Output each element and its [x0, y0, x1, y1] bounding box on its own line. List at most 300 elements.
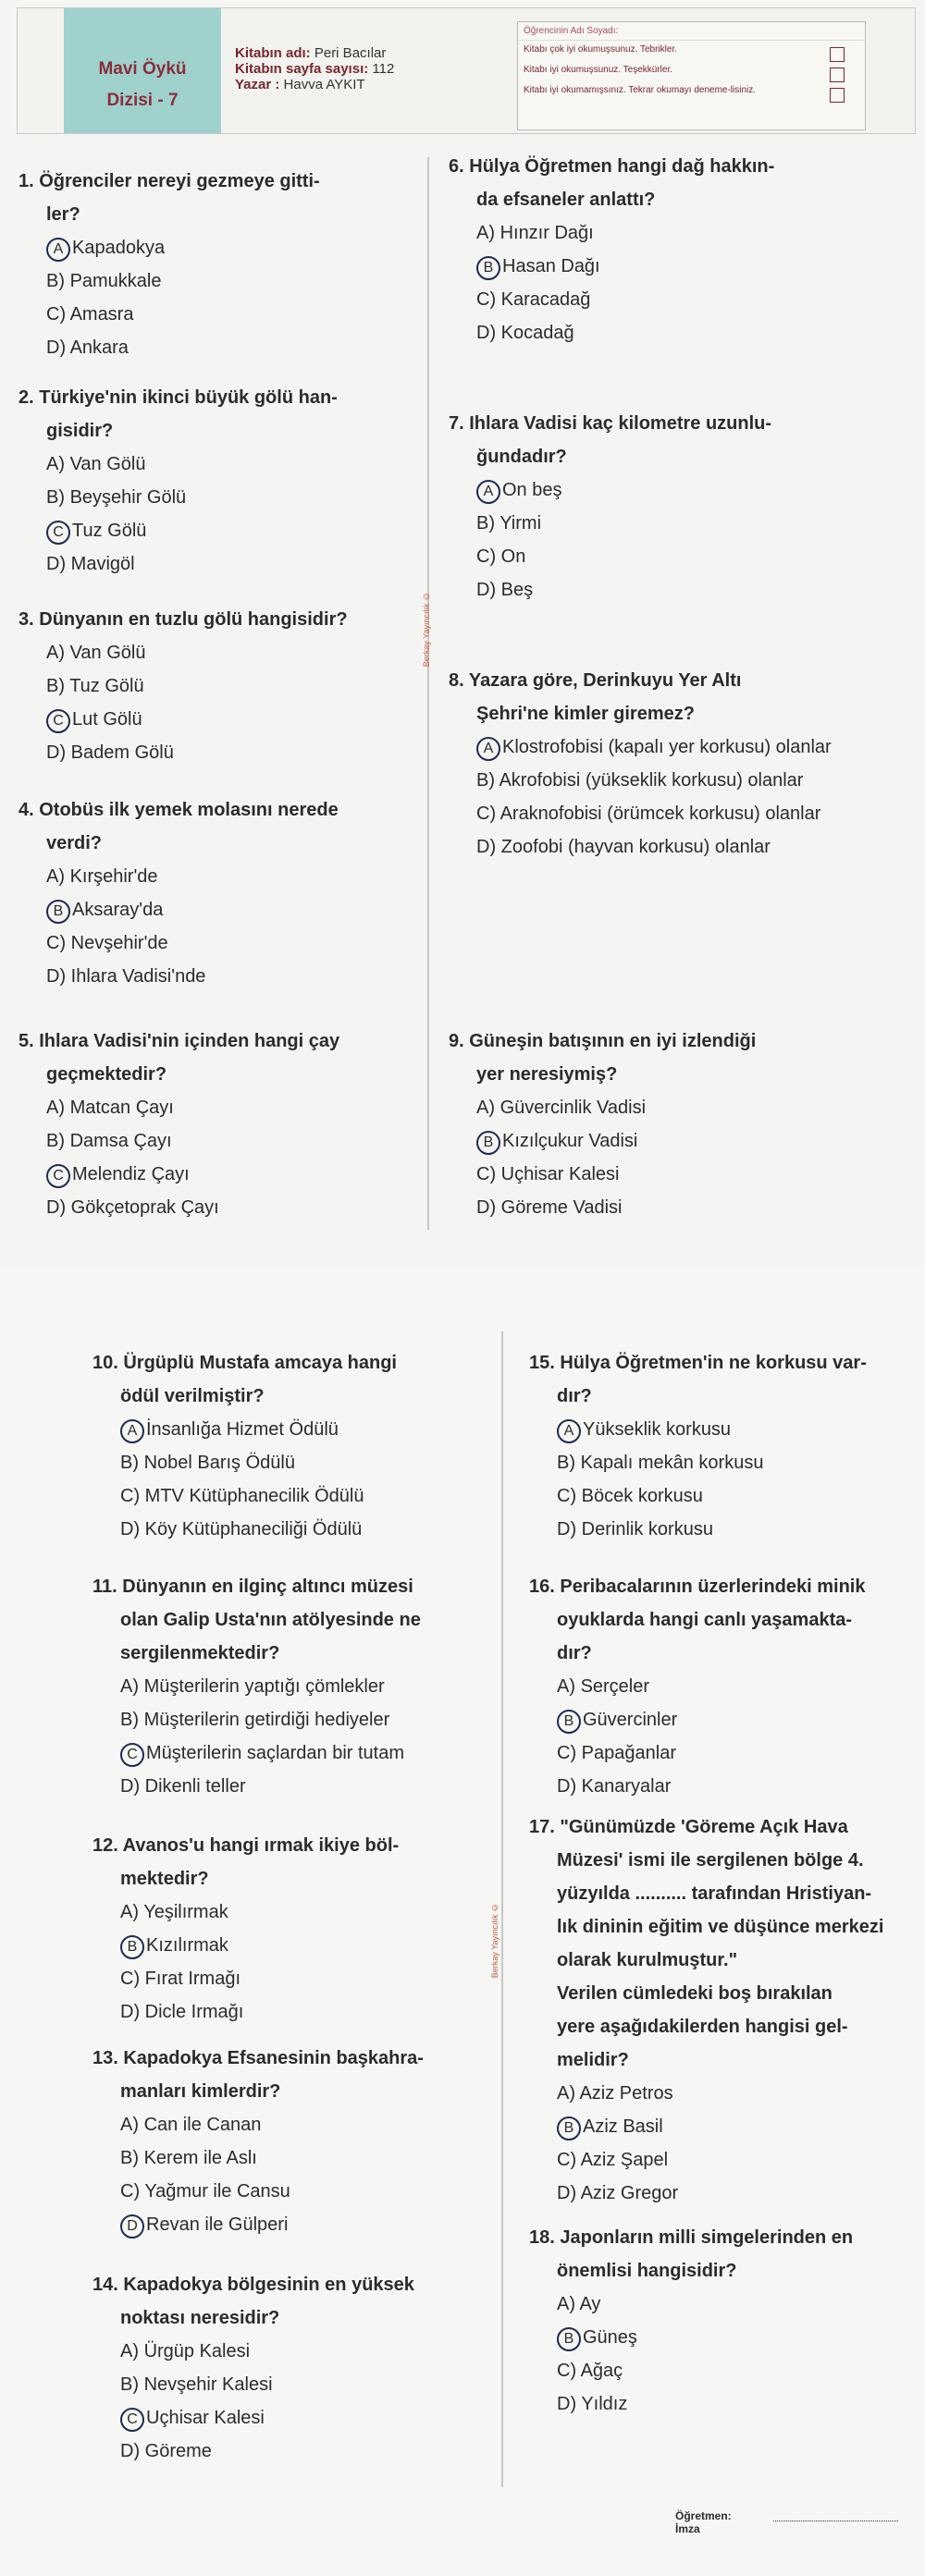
question-stem-line: önemlisi hangisidir?: [557, 2261, 737, 2281]
option-letter: C): [120, 2181, 145, 2202]
option-letter: D): [46, 554, 71, 574]
answer-option[interactable]: [120, 1895, 481, 1929]
question-stem-line: yer neresiymiş?: [476, 1064, 618, 1085]
question-stem: [92, 2042, 481, 2108]
option-letter: B): [557, 1453, 581, 1473]
question-stem-first-line: [92, 1829, 481, 1862]
option-letter: B): [46, 487, 70, 508]
question-block: [18, 1024, 407, 1224]
answer-option[interactable]: [46, 703, 407, 736]
question-stem: [92, 1829, 481, 1895]
option-text: Badem Gölü: [70, 742, 174, 763]
series-tab: [64, 8, 221, 133]
option-letter: D): [120, 2002, 145, 2022]
option-text: Nevşehir'de: [70, 933, 168, 953]
answer-option[interactable]: [557, 2321, 918, 2354]
question-stem-line: lık dininin eğitim ve düşünce merkezi: [557, 1917, 884, 1937]
option-text: MTV Kütüphanecilik Ödülü: [144, 1486, 364, 1506]
answer-option[interactable]: [120, 1962, 481, 1995]
feedback-checkbox[interactable]: [830, 88, 845, 103]
answer-option[interactable]: [476, 507, 865, 540]
question-stem-line: manları kimlerdir?: [120, 2081, 281, 2102]
option-text: Göreme: [144, 2441, 212, 2461]
option-text: On beş: [502, 480, 562, 500]
student-box: [517, 21, 866, 130]
question-text: Kapadokya bölgesinin en yüksek: [123, 2275, 414, 2295]
answer-option[interactable]: [120, 2208, 481, 2241]
option-text: Klostrofobisi (kapalı yer korkusu) olanlar: [502, 737, 832, 757]
question-stem-first-line: [18, 603, 407, 636]
answer-option[interactable]: [476, 1124, 865, 1158]
question-stem-first-line: [18, 1024, 407, 1058]
question-text: Ihlara Vadisi kaç kilometre uzunlu-: [469, 413, 772, 434]
option-text: Kapalı mekân korkusu: [580, 1453, 764, 1473]
answer-option[interactable]: [476, 797, 865, 830]
option-letter: A): [557, 1676, 581, 1697]
option-text: Serçeler: [580, 1676, 650, 1697]
answer-option[interactable]: [476, 1191, 865, 1224]
option-letter: C): [557, 1486, 582, 1506]
option-text: Ürgüp Kalesi: [143, 2341, 251, 2361]
question-stem-line: olarak kurulmuştur.": [557, 1950, 738, 1970]
question-number: 17.: [529, 1817, 561, 1837]
option-letter: A: [557, 1419, 581, 1443]
question-text: Hülya Öğretmen hangi dağ hakkın-: [469, 156, 775, 177]
option-text: Nevşehir Kalesi: [143, 2374, 273, 2395]
series-number: Dizisi - 7: [106, 91, 179, 110]
option-text: Pamukkale: [69, 271, 162, 291]
question-number: 2.: [18, 387, 40, 408]
question-stem-first-line: [529, 1570, 918, 1603]
question-stem: [92, 2268, 481, 2335]
publisher-mark: Berkay Yayıncılık ©: [422, 592, 431, 668]
answer-option[interactable]: [46, 547, 407, 581]
option-letter: B: [120, 1935, 144, 1959]
option-text: Fırat Irmağı: [144, 1969, 241, 1989]
option-letter: D): [557, 1519, 582, 1539]
question-block: [92, 1829, 481, 2029]
answer-option[interactable]: [120, 2435, 481, 2468]
question-stem: [18, 1024, 407, 1091]
option-text: Yağmur ile Cansu: [144, 2181, 290, 2202]
worksheet-page-2: [0, 1265, 925, 2576]
question-text: Yazara göre, Derinkuyu Yer Altı: [468, 670, 742, 691]
worksheet-header: [17, 7, 916, 134]
question-block: [92, 2268, 481, 2468]
answer-option[interactable]: [120, 1413, 481, 1446]
question-text: Hülya Öğretmen'in ne korkusu var-: [560, 1353, 867, 1373]
question-stem-first-line: [529, 2221, 918, 2254]
option-letter: D): [46, 337, 70, 358]
option-text: Karacadağ: [500, 289, 591, 310]
answer-option[interactable]: [476, 216, 865, 250]
feedback-checkbox[interactable]: [830, 47, 845, 62]
question-stem-first-line: [449, 150, 865, 183]
option-text: Kızılçukur Vadisi: [502, 1131, 638, 1151]
question-text: Avanos'u hangi ırmak ikiye böl-: [122, 1835, 400, 1856]
worksheet-page-1: [0, 0, 925, 1265]
option-text: Ankara: [69, 337, 129, 358]
option-text: Kanaryalar: [581, 1776, 672, 1797]
feedback-line: Kitabı iyi okumamışsınız. Tekrar okumayı deneme-lisiniz.: [524, 85, 757, 95]
answer-option[interactable]: [557, 1770, 918, 1803]
option-text: Gökçetoprak Çayı: [70, 1197, 219, 1218]
option-text: Papağanlar: [581, 1743, 676, 1763]
option-text: Tuz Gölü: [69, 676, 144, 696]
option-letter: A): [120, 2341, 144, 2361]
option-text: Müşterilerin getirdiği hediyeler: [143, 1710, 390, 1730]
option-letter: A): [120, 2115, 144, 2135]
question-block: [529, 1346, 918, 1546]
question-block: [18, 603, 407, 769]
option-text: Köy Kütüphaneciliği Ödülü: [144, 1519, 363, 1539]
option-text: Dikenli teller: [144, 1776, 246, 1797]
option-letter: C): [476, 289, 501, 310]
question-number: 5.: [18, 1031, 40, 1051]
option-text: Can ile Canan: [143, 2115, 262, 2135]
answer-option[interactable]: [476, 830, 865, 864]
question-block: [18, 793, 407, 993]
pages-label: Kitabın sayfa sayısı:: [235, 61, 369, 77]
answer-option[interactable]: [476, 1091, 865, 1124]
answer-option[interactable]: [476, 540, 865, 573]
option-text: Kerem ile Aslı: [143, 2148, 257, 2168]
answer-option[interactable]: [46, 860, 407, 893]
question-stem-line: oyuklarda hangi canlı yaşamakta-: [557, 1610, 853, 1630]
option-letter: C: [120, 2408, 144, 2432]
answer-option[interactable]: [557, 1513, 918, 1546]
answer-option[interactable]: [46, 298, 407, 331]
option-text: Yıldız: [581, 2394, 628, 2414]
option-text: Ay: [579, 2294, 601, 2314]
question-stem-first-line: [92, 1346, 481, 1380]
book-name-label: Kitabın adı:: [235, 45, 311, 61]
option-text: Araknofobisi (örümcek korkusu) olanlar: [500, 803, 821, 824]
answer-option[interactable]: [46, 481, 407, 514]
answer-option[interactable]: [46, 448, 407, 481]
question-stem: [449, 664, 865, 730]
option-letter: C: [46, 521, 70, 545]
question-stem-line: verdi?: [46, 833, 103, 853]
option-text: Revan ile Gülperi: [146, 2214, 289, 2235]
question-stem-line: olan Galip Usta'nın atölyesinde ne: [120, 1610, 421, 1630]
author-label: Yazar :: [235, 77, 280, 92]
option-letter: D): [476, 580, 501, 600]
answer-option[interactable]: [46, 960, 407, 993]
option-text: Amasra: [69, 304, 134, 325]
option-letter: B: [557, 2116, 581, 2141]
option-letter: C): [476, 1164, 501, 1184]
option-letter: B: [476, 1131, 500, 1155]
question-block: [449, 150, 865, 350]
option-letter: D): [120, 1519, 145, 1539]
question-stem: [18, 165, 407, 231]
question-stem-line: sergilenmektedir?: [120, 1643, 280, 1663]
answer-option[interactable]: [120, 2175, 481, 2208]
feedback-line: Kitabı iyi okumuşsunuz. Teşekkürler.: [524, 65, 673, 75]
answer-option[interactable]: [557, 2110, 918, 2143]
question-number: 12.: [92, 1835, 123, 1856]
option-letter: A): [476, 223, 500, 243]
option-letter: D: [120, 2214, 144, 2239]
answer-option[interactable]: [120, 1736, 481, 1770]
question-number: 18.: [529, 2227, 561, 2248]
option-letter: B): [46, 271, 70, 291]
option-text: Derinlik korkusu: [581, 1519, 713, 1539]
question-text: Japonların milli simgelerinden en: [560, 2227, 854, 2248]
column-divider: [501, 1331, 503, 2487]
option-letter: A: [476, 480, 500, 504]
answer-option[interactable]: [120, 1929, 481, 1962]
answer-option[interactable]: [557, 1446, 918, 1479]
option-letter: A): [46, 866, 70, 887]
option-letter: A): [46, 643, 70, 663]
question-stem-first-line: [92, 2042, 481, 2075]
option-letter: C): [557, 2150, 581, 2170]
series-name: Mavi Öykü: [98, 59, 187, 79]
question-block: [18, 381, 407, 581]
question-block: [529, 1810, 918, 2210]
answer-option[interactable]: [46, 231, 407, 264]
question-stem-first-line: [18, 793, 407, 827]
answer-option[interactable]: [557, 2354, 918, 2387]
question-stem-line: yere aşağıdakilerden hangisi gel-: [557, 2017, 848, 2037]
feedback-checkbox[interactable]: [830, 67, 845, 82]
author-name: Havva AYKIT: [283, 77, 365, 92]
answer-option[interactable]: [46, 1191, 407, 1224]
answer-option[interactable]: [120, 1446, 481, 1479]
question-stem-first-line: [18, 165, 407, 198]
option-text: Aziz Basil: [583, 2116, 663, 2137]
option-letter: A: [476, 737, 500, 761]
option-text: Müşterilerin saçlardan bir tutam: [146, 1743, 404, 1763]
book-name: Peri Bacılar: [314, 45, 387, 61]
question-number: 8.: [449, 670, 469, 691]
option-letter: C): [120, 1969, 145, 1989]
answer-option[interactable]: [120, 1479, 481, 1513]
question-stem: [92, 1570, 481, 1670]
option-letter: A): [557, 2294, 580, 2314]
option-letter: D): [46, 1197, 71, 1218]
option-letter: B: [557, 2327, 581, 2351]
answer-option[interactable]: [46, 1124, 407, 1158]
option-text: Uçhisar Kalesi: [500, 1164, 620, 1184]
option-letter: D): [120, 2441, 145, 2461]
question-number: 13.: [92, 2048, 124, 2068]
teacher-label: Öğretmen:: [675, 2509, 732, 2522]
publisher-mark: Berkay Yayıncılık ©: [490, 1903, 500, 1979]
question-stem: [18, 603, 407, 636]
option-text: Ağaç: [580, 2361, 623, 2381]
answer-option[interactable]: [120, 2401, 481, 2435]
option-letter: C: [46, 709, 70, 733]
option-text: Beş: [500, 580, 534, 600]
answer-option[interactable]: [557, 2387, 918, 2421]
answer-option[interactable]: [476, 316, 865, 350]
option-letter: D): [557, 2394, 582, 2414]
answer-option[interactable]: [557, 1479, 918, 1513]
question-text: Ürgüplü Mustafa amcaya hangi: [123, 1353, 397, 1373]
answer-option[interactable]: [557, 1736, 918, 1770]
answer-option[interactable]: [557, 1413, 918, 1446]
question-stem: [92, 1346, 481, 1413]
teacher-signature-block: [675, 2509, 732, 2535]
answer-option[interactable]: [476, 730, 865, 764]
question-stem-first-line: [449, 664, 865, 697]
option-text: Ihlara Vadisi'nde: [70, 966, 206, 987]
question-text: Peribacalarının üzerlerindeki minik: [560, 1576, 866, 1597]
question-stem-first-line: [529, 1810, 918, 1844]
answer-option[interactable]: [557, 1703, 918, 1736]
option-text: Aziz Şapel: [580, 2150, 669, 2170]
answer-option[interactable]: [476, 1158, 865, 1191]
option-text: Hınzır Dağı: [500, 223, 594, 243]
question-text: Otobüs ilk yemek molasını nerede: [39, 800, 339, 820]
answer-option[interactable]: [476, 250, 865, 283]
option-letter: A): [120, 1676, 144, 1697]
question-number: 16.: [529, 1576, 561, 1597]
answer-option[interactable]: [120, 2335, 481, 2368]
answer-option[interactable]: [46, 893, 407, 926]
option-letter: B): [120, 2148, 144, 2168]
answer-option[interactable]: [120, 1703, 481, 1736]
answer-option[interactable]: [120, 1513, 481, 1546]
option-text: Yükseklik korkusu: [583, 1419, 732, 1440]
question-stem-first-line: [92, 2268, 481, 2301]
option-text: Kapadokya: [72, 238, 166, 258]
question-text: Türkiye'nin ikinci büyük gölü han-: [39, 387, 338, 408]
option-letter: D): [476, 323, 501, 343]
answer-option[interactable]: [476, 573, 865, 607]
question-text: Güneşin batışının en iyi izlendiği: [469, 1031, 757, 1051]
answer-option[interactable]: [46, 264, 407, 298]
question-number: 10.: [92, 1353, 124, 1373]
option-letter: B: [476, 256, 500, 280]
question-number: 7.: [449, 413, 470, 434]
question-stem-first-line: [449, 407, 865, 440]
question-stem: [18, 793, 407, 860]
option-letter: B): [120, 2374, 144, 2395]
option-letter: B): [476, 770, 500, 791]
answer-option[interactable]: [120, 2368, 481, 2401]
answer-option[interactable]: [557, 2077, 918, 2110]
answer-option[interactable]: [476, 283, 865, 316]
answer-option[interactable]: [557, 2143, 918, 2177]
answer-option[interactable]: [46, 1091, 407, 1124]
option-text: Kızılırmak: [146, 1935, 228, 1956]
option-text: Akrofobisi (yükseklik korkusu) olanlar: [499, 770, 804, 791]
question-stem: [449, 1024, 865, 1091]
question-stem: [449, 407, 865, 473]
option-text: Melendiz Çayı: [72, 1164, 190, 1184]
answer-option[interactable]: [557, 2288, 918, 2321]
answer-option[interactable]: [120, 1770, 481, 1803]
option-text: Yeşilırmak: [143, 1902, 228, 1922]
answer-option[interactable]: [557, 1670, 918, 1703]
option-letter: D): [476, 837, 501, 857]
question-block: [449, 664, 865, 864]
option-letter: B: [557, 1710, 581, 1734]
question-stem-line: ğundadır?: [476, 447, 567, 467]
answer-option[interactable]: [120, 1670, 481, 1703]
answer-option[interactable]: [46, 926, 407, 960]
option-text: Tuz Gölü: [72, 521, 147, 541]
answer-option[interactable]: [476, 764, 865, 797]
option-text: Aziz Gregor: [580, 2183, 679, 2203]
option-text: Hasan Dağı: [502, 256, 600, 276]
option-text: Van Gölü: [69, 454, 146, 474]
question-stem: [449, 150, 865, 216]
feedback-checkboxes: [830, 47, 845, 108]
question-stem: [529, 2221, 918, 2288]
question-stem: [18, 381, 407, 448]
option-text: Beyşehir Gölü: [69, 487, 187, 508]
option-text: Zoofobi (hayvan korkusu) olanlar: [500, 837, 771, 857]
option-text: Müşterilerin yaptığı çömlekler: [143, 1676, 385, 1697]
option-letter: D): [557, 1776, 582, 1797]
option-letter: C): [476, 546, 501, 567]
option-text: Kırşehir'de: [69, 866, 158, 887]
student-name-label: Öğrencinin Adı Soyadı:: [518, 22, 865, 41]
option-letter: A): [46, 454, 70, 474]
option-text: Güvercinlik Vadisi: [500, 1098, 647, 1118]
answer-option[interactable]: [120, 1995, 481, 2029]
question-stem-line: ödül verilmiştir?: [120, 1386, 265, 1406]
option-text: Uçhisar Kalesi: [146, 2408, 265, 2428]
option-letter: A): [557, 2083, 580, 2104]
answer-option[interactable]: [46, 1158, 407, 1191]
option-letter: B): [46, 676, 70, 696]
question-number: 6.: [449, 156, 470, 177]
question-number: 15.: [529, 1353, 561, 1373]
answer-option[interactable]: [557, 2177, 918, 2210]
question-text: Dünyanın en ilginç altıncı müzesi: [122, 1576, 413, 1597]
question-stem-line: mektedir?: [120, 1869, 209, 1889]
question-stem-line: dır?: [557, 1643, 592, 1663]
question-number: 4.: [18, 800, 40, 820]
answer-option[interactable]: [46, 736, 407, 769]
answer-option[interactable]: [46, 669, 407, 703]
question-stem-line: Verilen cümledeki boş bırakılan: [557, 1983, 832, 2004]
question-stem-line: yüzyılda .......... tarafından Hristiyan-: [557, 1883, 872, 1904]
option-letter: B): [120, 1710, 144, 1730]
question-number: 3.: [18, 609, 40, 630]
option-letter: D): [46, 742, 71, 763]
column-divider: [427, 157, 429, 1230]
answer-option[interactable]: [46, 331, 407, 364]
feedback-line: Kitabı çok iyi okumuşsunuz. Tebrikler.: [524, 44, 678, 55]
option-letter: C: [46, 1164, 70, 1188]
option-text: Göreme Vadisi: [500, 1197, 623, 1218]
option-letter: A: [120, 1419, 144, 1443]
question-stem-line: ler?: [46, 204, 80, 225]
option-letter: B): [476, 513, 500, 534]
option-letter: C): [557, 2361, 581, 2381]
answer-option[interactable]: [120, 2108, 481, 2141]
option-letter: C): [46, 933, 71, 953]
answer-option[interactable]: [120, 2141, 481, 2175]
answer-option[interactable]: [46, 636, 407, 669]
option-text: Aksaray'da: [72, 900, 164, 920]
question-number: 9.: [449, 1031, 470, 1051]
book-info: [235, 45, 394, 92]
question-stem-line: dır?: [557, 1386, 592, 1406]
answer-option[interactable]: [46, 514, 407, 547]
question-stem-line: da efsaneler anlattı?: [476, 190, 656, 210]
option-letter: D): [120, 1776, 145, 1797]
question-stem-line: Şehri'ne kimler giremez?: [476, 704, 695, 724]
answer-option[interactable]: [476, 473, 865, 507]
